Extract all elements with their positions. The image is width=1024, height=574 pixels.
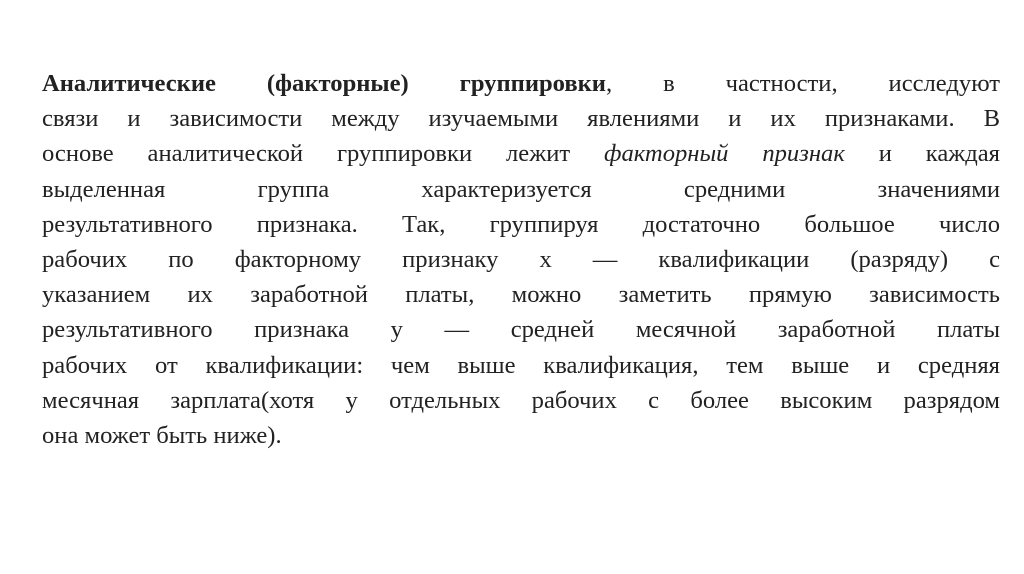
line-3-before: основе аналитической группировки лежит	[42, 140, 604, 168]
paragraph-line-11: она может быть ниже).	[42, 421, 282, 449]
line-3-after: и каждая	[844, 140, 1000, 168]
paragraph-line-8: результативного признака у — средней месячной заработной платы	[42, 316, 1000, 344]
paragraph-line-5: результативного признака. Так, группируя достаточно большое число	[42, 210, 1000, 238]
italic-term: факторный признак	[604, 140, 845, 168]
paragraph-line-6: рабочих по факторному признаку х — квалификации (разряду) с	[42, 245, 1000, 273]
paragraph-line-7: указанием их заработной платы, можно заметить прямую зависимость	[42, 281, 1000, 309]
paragraph	[42, 66, 1000, 453]
paragraph-line-3	[42, 136, 1000, 171]
paragraph-line-9: рабочих от квалификации: чем выше квалификация, тем выше и средняя	[42, 351, 1000, 379]
paragraph-line-2: связи и зависимости между изучаемыми явлениями и их признаками. В	[42, 105, 1000, 133]
paragraph-line-4: выделенная группа характеризуется средними значениями	[42, 175, 1000, 203]
bold-term: Аналитические (факторные) группировки	[42, 70, 606, 97]
paragraph-line-10: месячная зарплата(хотя у отдельных рабочих с более высоким разрядом	[42, 386, 1000, 414]
line-1-rest: , в частности, исследуют	[605, 70, 1000, 97]
paragraph-line-1	[42, 66, 1000, 101]
